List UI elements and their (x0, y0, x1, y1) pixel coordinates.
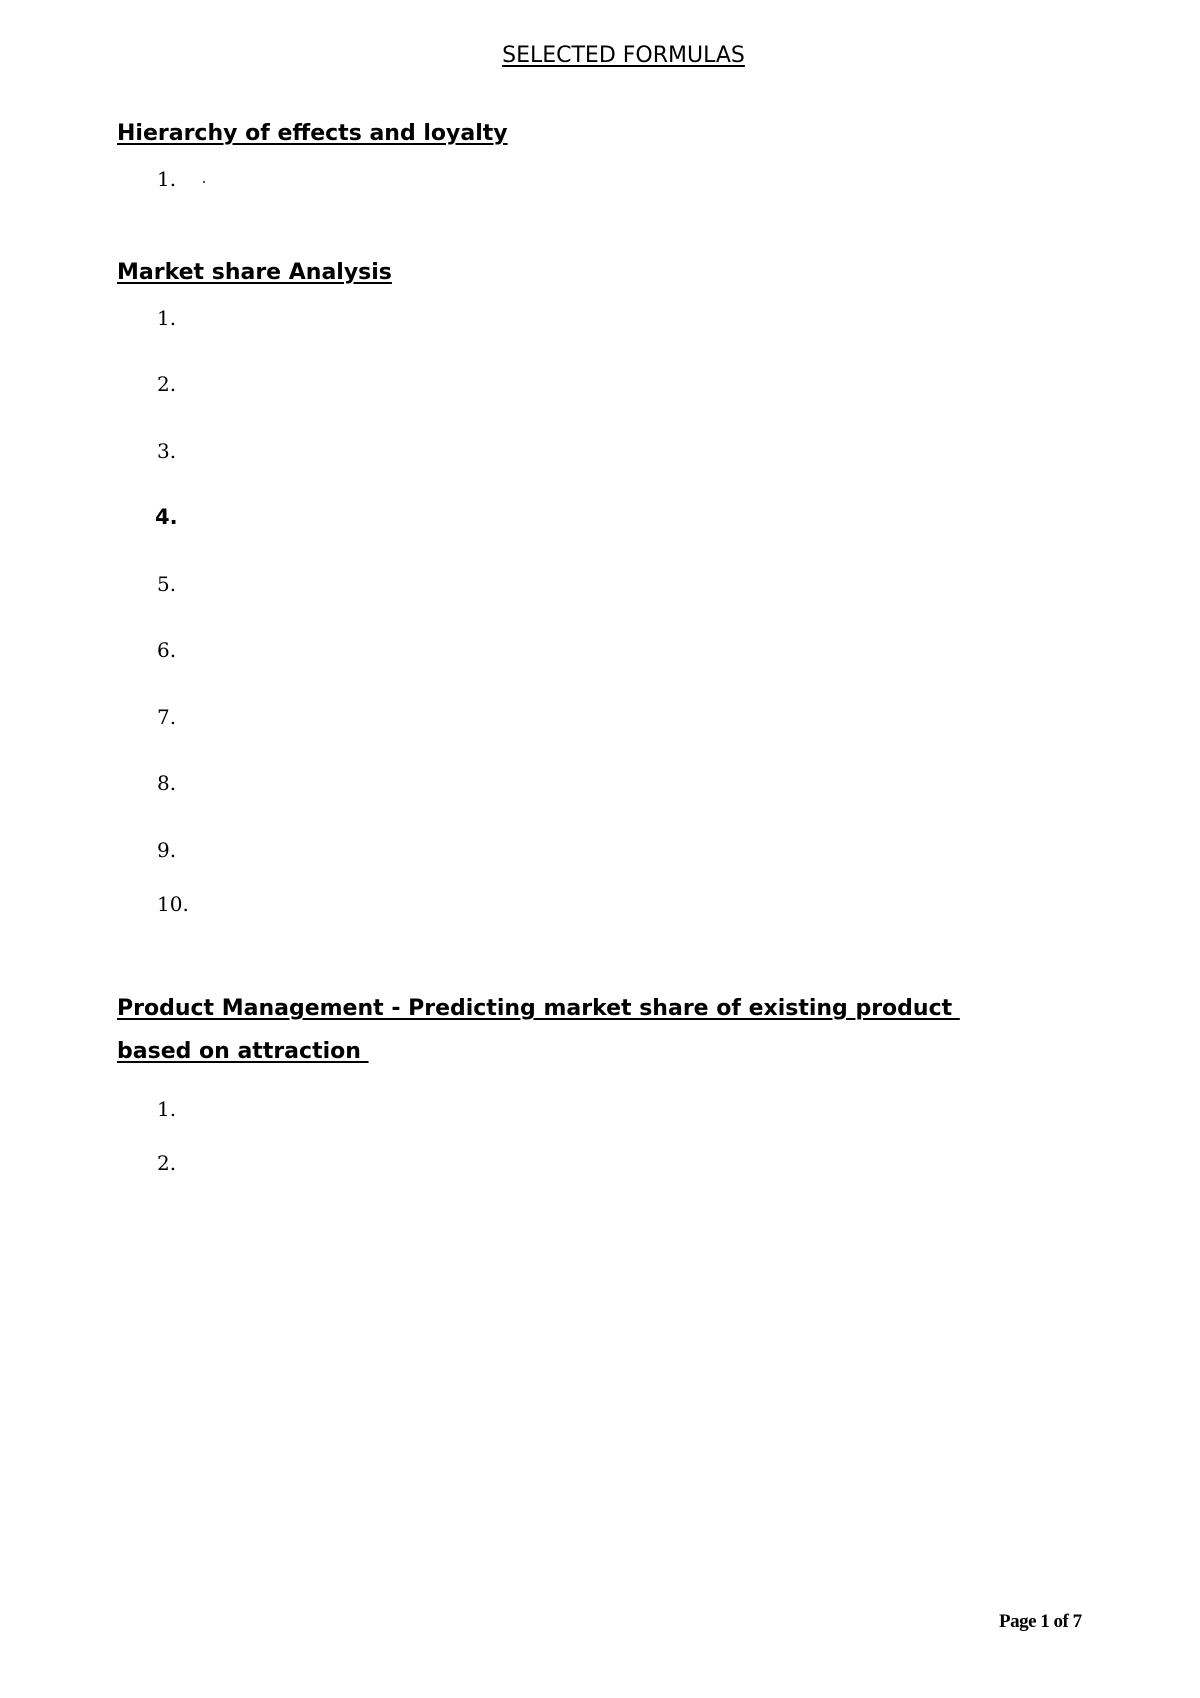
list-item-number: 5. (157, 572, 177, 596)
list-item-number: 1. (157, 167, 177, 191)
list-item-number: 7. (157, 705, 177, 729)
list-item-number: 10. (157, 892, 189, 916)
list-item-number: 4. (155, 505, 178, 529)
list-item-number: 2. (157, 1151, 177, 1175)
section-heading-product-management-line-1: Product Management - Predicting market share of existing product (117, 996, 960, 1021)
document-title: SELECTED FORMULAS (502, 43, 745, 68)
formula-placeholder-mark (203, 181, 205, 183)
section-heading-market-share: Market share Analysis (117, 260, 392, 285)
section-heading-product-management-line-2: based on attraction (117, 1039, 369, 1064)
list-item-number: 2. (157, 372, 177, 396)
list-item-number: 1. (157, 1097, 177, 1121)
list-item-number: 1. (157, 306, 177, 330)
section-heading-hierarchy: Hierarchy of effects and loyalty (117, 121, 508, 146)
list-item-number: 8. (157, 771, 177, 795)
list-item-number: 3. (157, 439, 177, 463)
page-number-footer: Page 1 of 7 (999, 1611, 1082, 1632)
list-item-number: 9. (157, 838, 177, 862)
list-item-number: 6. (157, 638, 177, 662)
